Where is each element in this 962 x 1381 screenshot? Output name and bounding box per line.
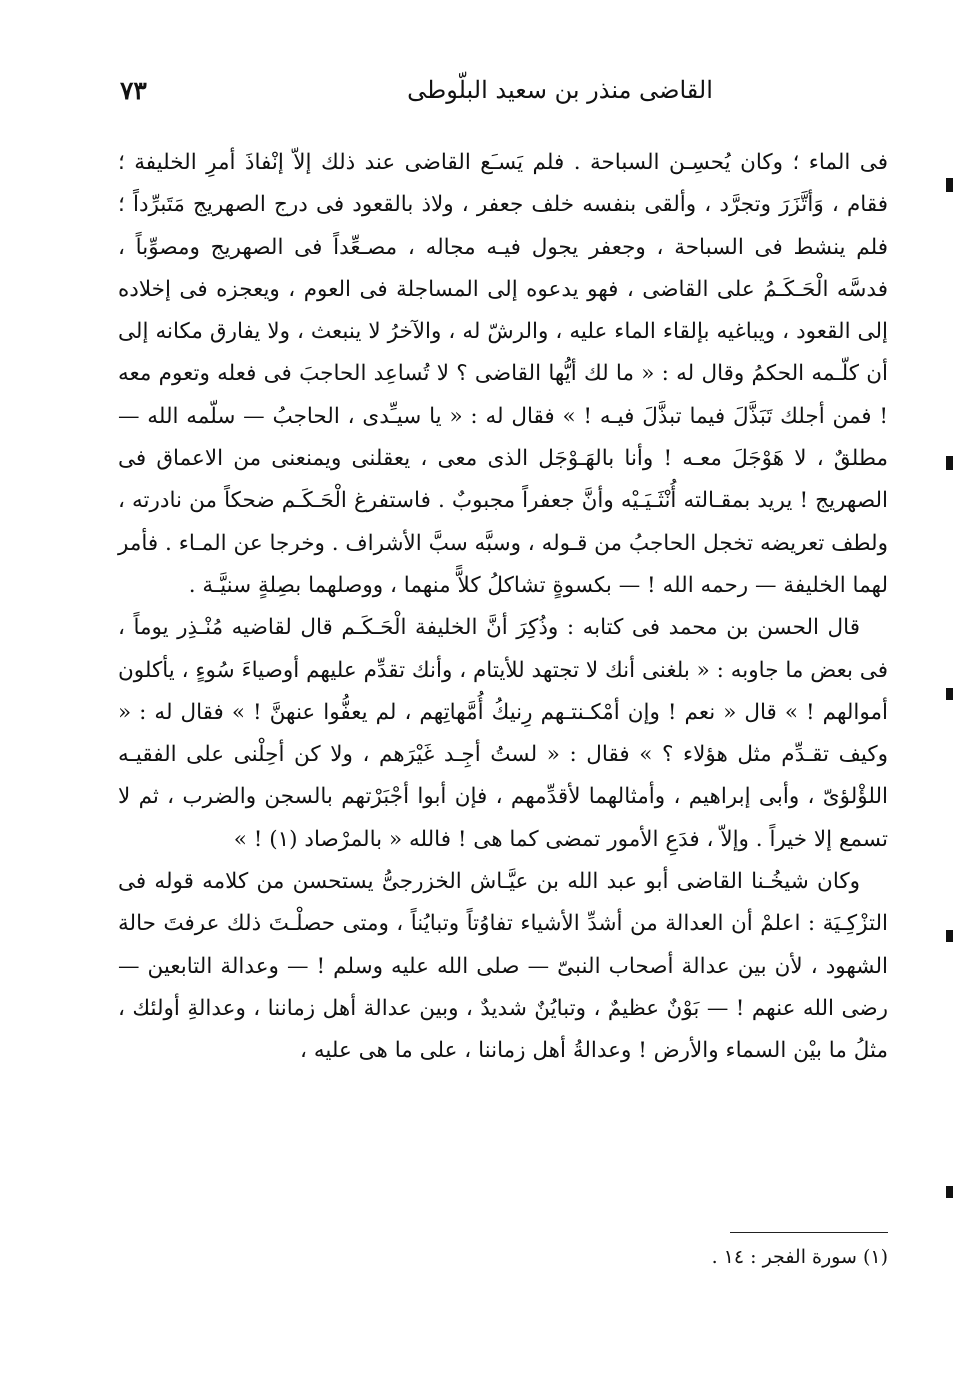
margin-mark bbox=[946, 1186, 953, 1198]
margin-mark bbox=[946, 930, 953, 942]
footnote-divider bbox=[730, 1232, 888, 1233]
page-number: ٧٣ bbox=[120, 76, 147, 105]
running-title: القاضى منذر بن سعيد البلّوطى bbox=[407, 76, 713, 104]
footnote: (١) سورة الفجر : ١٤ . bbox=[711, 1246, 888, 1268]
paragraph: وكان شيخُـنا القاضى أبو عبد الله بن عيَّـاش الخزرجىُّ يستحسن من كلامه قوله فى التزْكِـيَة : اعلمْ أن العدالة من أشدِّ الأشياء تفاوُتاً وتبايُناً ، ومتى حصلْـتَ ذلك عرفتَ حالة الشهود ، لأن بين عدالة أصحاب النبىّ — صلى الله عليه وسلم ! — وعدالة التابعين — رضى الله عنهم ! — بَوْنٌ عظيمٌ ، وتبايُنٌ شديدٌ ، وبين عدالة أهل زماننا ، وعدالةِ أولئك ، مثلُ ما بيْن السماء والأرض ! وعدالةُ أهل زماننا ، على ما هى عليه ، bbox=[118, 869, 888, 1064]
margin-mark bbox=[946, 178, 953, 192]
paragraph: قال الحسن بن محمد فى كتابه : وذُكِرَ أنَّ الخليفة الْحَـكَـم قال لقاضيه مُنْـذِر يوماً ، فى بعض ما جاوبه : « بلغنى أنك لا تجتهد للأيتام ، وأنك تقدِّم عليهم أوصياءَ سُوءٍ ، يأكلون أموالهم ! » قال « نعم ! وإن أمْكـنتـهم رِنيكُ أُمَّهاتِهم ، لم يعفُّوا عنهنَّ ! » فقال له : « وكيف تقـدِّم مثل هؤلاء ؟ » فقال : « لستُ أجِـد غَيْرَهم ، ولا كن أحِلْنى على الفقيـه اللؤْلؤىّ ، وأبى إبراهيم ، وأمثالهما لأقدِّمهم ، فإن أبوا أجْبَرْتهم بالسجن والضرب ، ثم لا تسمع إلا خيراً . وإلاّ ، فدَعِ الأمور تمضى كما هى ! فالله « بالمرْصاد (١) ! » bbox=[118, 615, 889, 852]
paragraph: فى الماء ؛ وكان يُحسِـن السباحة . فلم يَسـَع القاضى عند ذلك إلاّ إنْفاذَ أمرِ الخليفة ؛ فقام ، وَأتَّزَرَ وتجرَّد ، وألقى بنفسه خلف جعفر ، ولاذ بالقعود فى درج الصهريج مَتَبرِّداً ؛ فلم ينشط فى السباحة ، وجعفر يجول فيـه مجاله ، مصـعِّداً فى الصهريج ومصوِّباً ، فدسَّه الْحَـكَـمُ على القاضى ، فهو يدعوه إلى المساجلة فى العوم ، ويعجزه فى إخلاده إلى القعود ، ويباغيه بإلقاء الماء عليه ، والرشّ له ، والآخرُ لا ينبعث ، ولا يفارق مكانه إلى أن كلّـمه الحكمُ وقال له : « ما لك أيُّها القاضى ؟ لا تُساعِد الحاجبَ فى فعله وتعوم معه ! فمن أجلك تَبَذَّلَ فيما تبذَّلَ فيـه ! » فقال له : « يا سيـِّدى ، الحاجبُ — سلّمه الله — مطلقٌ ، لا هَوْجَلَ معـه ! وأنا بالهَـوْجَل الذى معى ، يعقلنى ويمنعنى من الاعماق فى الصهريج ! يريد بمقـالته أُنْثَـيَـيْه وأنَّ جعفراً مجبوبٌ . فاستفرغ الْحَـكَـم ضحكاً من نادرته ، ولطف تعريضه تخجل الحاجبُ من قـوله ، وسبَّه سبَّ الأشراف . وخرجا عن المـاء . فأمر لهما الخليفة — رحمه الله ! — بكسوةٍ تشاكلُ كلاًّ منهما ، ووصلهما بصِلةٍ سنيَّـة . bbox=[118, 150, 888, 598]
margin-mark bbox=[946, 688, 953, 700]
margin-mark bbox=[946, 456, 953, 470]
page-header bbox=[120, 72, 880, 116]
body-text bbox=[118, 142, 888, 1073]
